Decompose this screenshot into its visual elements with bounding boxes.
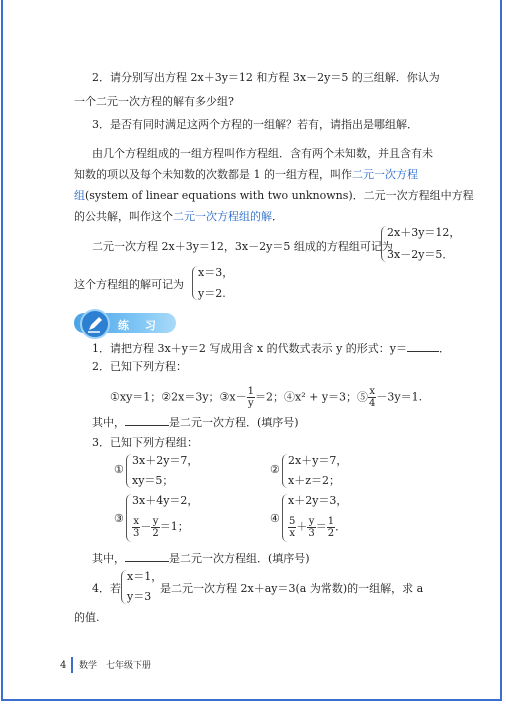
pencil-icon	[80, 309, 110, 339]
op: ＋	[296, 520, 308, 533]
eq-list-b: ＝2；④x² + y＝3；⑤	[255, 390, 369, 404]
op: －	[140, 520, 152, 533]
definition-line3-text: (system of linear equations with two unknowns)．二元一次方程组中方程	[85, 189, 474, 202]
system-1-eq1: 3x＋2y＝7，	[132, 454, 199, 467]
eq-list-c: －3y＝1.	[376, 390, 423, 404]
fraction-1-over-2	[327, 516, 335, 539]
exercise-3-title: 3．已知下列方程组：	[92, 436, 198, 449]
definition-line2-text: 知数的项以及每个未知数的次数都是 1 的一组方程，叫作	[74, 168, 352, 181]
exercise-2-equations	[110, 386, 422, 409]
frac-den: 3	[308, 527, 315, 539]
frac-den: 4	[369, 398, 376, 409]
footer-book-title: 数学 七年级下册	[79, 661, 152, 671]
system-2-label: ②	[270, 463, 280, 476]
exercise-3-fill-b: 是二元一次方程组．(填序号)	[169, 552, 310, 565]
system-1-label: ①	[114, 463, 124, 476]
frac-den: 2	[327, 527, 335, 539]
question-2-line2: 一个二元一次方程的解有多少组?	[74, 95, 234, 108]
term-system-solution: 二元一次方程组的解	[173, 210, 272, 223]
exercise-4-line2: 的值.	[74, 611, 100, 624]
practice-label: 练 习	[118, 319, 162, 332]
exercise-2-fill-b: 是二元一次方程．(填序号)	[169, 416, 299, 429]
page-number: 4	[60, 660, 67, 671]
system-2-eq1: 2x＋y＝7，	[288, 454, 348, 467]
system-3-label: ③	[114, 512, 124, 525]
exercise-2-title: 2．已知下列方程：	[92, 360, 187, 373]
system-1-eq2: xy＝5；	[132, 474, 174, 487]
exercise-4-eq2: y＝3	[127, 590, 152, 603]
eq-end: ＝1；	[159, 520, 189, 533]
solution-eq2: y＝2.	[198, 287, 226, 300]
system-eq1: 2x＋3y＝12，	[387, 226, 461, 239]
frac-den: y	[247, 398, 254, 409]
solution-eq1: x＝3，	[198, 266, 234, 279]
system-3-eq1: 3x＋4y＝2，	[132, 494, 199, 507]
exercise-2-fill	[92, 415, 299, 430]
solution-example-text: 这个方程组的解可记为	[74, 278, 184, 291]
definition-line2	[74, 168, 418, 182]
definition-line4	[74, 210, 283, 224]
question-2-line1: 2．请分别写出方程 2x＋3y＝12 和方程 3x－2y＝5 的三组解．你认为	[92, 71, 440, 84]
exercise-4-eq1: x＝1，	[127, 570, 163, 583]
exercise-1-text: 1．请把方程 3x＋y＝2 写成用含 x 的代数式表示 y 的形式：y＝	[92, 342, 408, 355]
definition-line4-text: 的公共解，叫作这个	[74, 210, 173, 223]
system-4-eq1: x＋2y＝3，	[288, 494, 348, 507]
frac-num: 1	[327, 515, 335, 527]
exercise-3-fill-a: 其中，	[92, 552, 125, 565]
fraction-y-over-3	[307, 516, 315, 539]
frac-den: 2	[152, 527, 159, 539]
frac-num: x	[133, 515, 139, 527]
exercise-3-blank[interactable]	[125, 551, 169, 562]
exercise-3-fill	[92, 551, 310, 566]
system-4-label: ④	[270, 512, 280, 525]
frac-num: x	[369, 386, 376, 397]
system-eq2: 3x－2y＝5．	[387, 248, 454, 261]
footer-divider	[71, 657, 73, 673]
exercise-4-pre: 4．若	[92, 582, 121, 595]
definition-line3	[74, 189, 474, 203]
op: ＝	[315, 520, 327, 533]
frac-num: 1	[247, 386, 254, 397]
term-system-part2: 组	[74, 189, 85, 202]
fraction-y-over-2	[151, 516, 159, 539]
eq-end: ．	[335, 520, 347, 533]
exercise-1-end: ．	[439, 342, 451, 355]
frac-num: y	[308, 515, 315, 527]
frac-num: y	[152, 515, 159, 527]
exercise-2-fill-a: 其中，	[92, 416, 125, 429]
fraction-1-over-y	[247, 386, 255, 409]
frac-den: x	[289, 527, 295, 539]
definition-line4-end: ．	[272, 210, 283, 223]
system-example-text: 二元一次方程 2x＋3y＝12，3x－2y＝5 组成的方程组可记为	[92, 240, 393, 253]
term-system-part1: 二元一次方程	[352, 168, 418, 181]
exercise-1	[92, 341, 450, 356]
question-3: 3．是否有同时满足这两个方程的一组解？若有，请指出是哪组解．	[92, 118, 418, 131]
exercise-1-blank[interactable]	[407, 341, 439, 352]
system-3-eq2	[132, 514, 189, 540]
system-4-eq2	[288, 514, 346, 540]
frac-num: 5	[289, 515, 296, 527]
system-2-eq2: x＋z＝2；	[288, 474, 340, 487]
frac-den: 3	[133, 527, 140, 539]
exercise-2-blank[interactable]	[125, 415, 169, 426]
exercise-4-post: 是二元一次方程 2x＋ay＝3(a 为常数)的一组解，求 a	[160, 582, 424, 595]
eq-list-a: ①xy＝1；②2x＝3y；③x－	[110, 390, 247, 404]
definition-line1: 由几个方程组成的一组方程叫作方程组．含有两个未知数，并且含有未	[92, 147, 433, 160]
